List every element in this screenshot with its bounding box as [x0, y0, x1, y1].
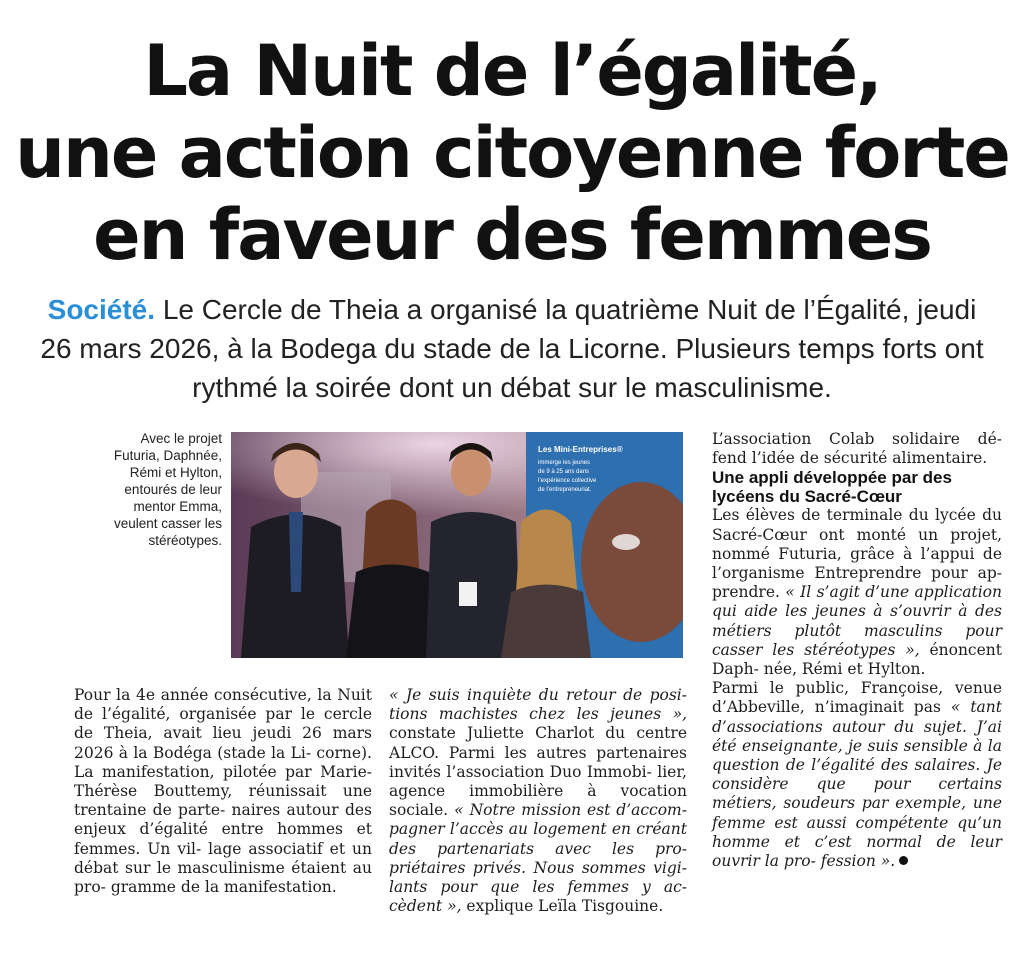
quote: « Je suis inquiète du retour de posi- tions machistes chez les jeunes »,: [389, 686, 687, 724]
poster-title: Les Mini-Entreprises®: [538, 445, 623, 454]
quote: « Il s’agit d’une application qui aide les jeunes à s’ouvrir à des métiers plutôt masculins pour casser les stéréotypes »,: [712, 583, 1002, 659]
headline-line-2: une action citoyenne forte: [15, 112, 1009, 194]
paragraph: « Je suis inquiète du retour de posi- tions machistes chez les jeunes », constate Juliette Charlot du centre ALCO. Parmi les autres partenaires invités l’association Duo Immobi- lier, agence immobilière à vocation sociale. « Notre mission est d’accom- pagner l’accès au logement en créant des partenariats avec les pro- priétaires privés. Nous sommes vigi- lants pour que les femmes y ac- cèdent », explique Leïla Tisgouine.: [389, 686, 687, 916]
subheading: Une appli développée par des lycéens du Sacré-Cœur: [712, 468, 952, 507]
headline-line-1: La Nuit de l’égalité,: [143, 30, 881, 112]
end-of-article-icon: [899, 856, 908, 865]
article-deck: [40, 290, 984, 407]
headline-line-3: en faveur des femmes: [93, 194, 931, 276]
svg-text:l’expérience collective: l’expérience collective: [538, 478, 597, 484]
article-photo: [231, 432, 683, 658]
headline: [0, 30, 1024, 276]
quote: « Notre mission est d’accom- pagner l’accès au logement en créant des partenariats avec les pro- priétaires privés. Nous sommes vigi- lants pour que les femmes y ac- cèdent »,: [389, 801, 687, 916]
paragraph: Pour la 4e année consécutive, la Nuit de l’égalité, organisée par le cercle de Theia, avait lieu jeudi 26 mars 2026 à la Bodéga (stade la Li- corne). La manifestation, pilotée par Marie-Thérèse Bouttemy, réunissait une trentaine de parte- naires autour des enjeux d’égalité entre hommes et femmes. Un vil- lage associatif et un débat sur le masculinisme étaient au pro- gramme de la manifestation.: [74, 686, 372, 897]
svg-text:de 9 à 25 ans dans: de 9 à 25 ans dans: [538, 469, 590, 475]
paragraph: Les élèves de terminale du lycée du Sacré-Cœur ont monté un projet, nommé Futuria, grâce à l’appui de l’organisme Entreprendre pour ap- prendre. « Il s’agit d’une application qui aide les jeunes à s’ouvrir à des métiers plutôt masculins pour casser les stéréotypes », énoncent Daph- née, Rémi et Hylton.: [712, 506, 1003, 679]
paragraph: L’association Colab solidaire dé- fend l’idée de sécurité alimentaire.: [712, 430, 1002, 468]
deck-text: Le Cercle de Theia a organisé la quatrième Nuit de l’Égalité, jeudi 26 mars 2026, à la Bodega du stade de la Licorne. Plusieurs temps forts ont rythmé la soirée dont un débat sur le masculinisme.: [40, 294, 984, 403]
article-column-3: [712, 430, 1002, 871]
quote: « tant d’associations autour du sujet. J’ai été enseignante, je suis sensible à la question de l’égalité des salaires. Je considère que pour certains métiers, soudeurs par exemple, une femme est aussi compétente qu’un homme et c’est normal de leur ouvrir la pro- fession ».: [712, 698, 1002, 871]
paragraph: Parmi le public, Françoise, venue d’Abbeville, n’imaginait pas « tant d’associations autour du sujet. J’ai été enseignante, je suis sensible à la question de l’égalité des salaires. Je considère que pour certains métiers, soudeurs par exemple, une femme est aussi compétente qu’un homme et c’est normal de leur ouvrir la pro- fession ».: [712, 679, 1002, 871]
photo-caption: Avec le projet Futuria, Daphnée, Rémi et Hylton, entourés de leur mentor Emma, veulent casser les stéréotypes.: [113, 431, 222, 548]
svg-text:immerge les jeunes: immerge les jeunes: [538, 460, 591, 466]
article-column-1: [74, 686, 372, 897]
section-kicker: Société.: [47, 294, 156, 325]
article-column-2: [389, 686, 687, 916]
svg-text:de l’entrepreneuriat.: de l’entrepreneuriat.: [538, 487, 592, 493]
